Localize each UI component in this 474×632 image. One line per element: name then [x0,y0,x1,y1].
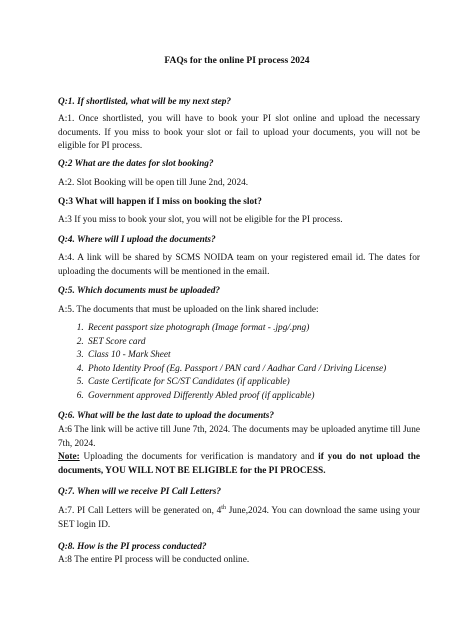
list-item: 2. SET Score card [86,336,448,350]
question-1: Q:1. If shortlisted, what will be my next step? [58,97,232,107]
answer-7-superscript: th [221,504,226,511]
list-item: 3. Class 10 - Mark Sheet [86,349,448,363]
answer-5: A:5. The documents that must be uploaded on the link shared include: [58,305,319,315]
note-text: Uploading the documents for verification is mandatory and [79,452,319,462]
answer-8: A:8 The entire PI process will be conducted online. [58,555,250,565]
list-item: 5. Caste Certificate for SC/ST Candidates (if applicable) [86,376,448,390]
question-4: Q:4. Where will I upload the documents? [58,235,216,245]
question-5: Q:5. Which documents must be uploaded? [58,286,221,296]
page-title: FAQs for the online PI process 2024 [164,56,310,66]
question-8: Q:8. How is the PI process conducted? [58,542,207,552]
answer-7-text-end: June,2024. You can download the same using your SET login ID. [58,506,421,530]
answer-2: A:2. Slot Booking will be open till June 2nd, 2024. [58,178,249,188]
note-bold-text: if you do not upload the documents, YOU WILL NOT BE ELIGIBLE for the PI PROCESS. [58,452,420,476]
answer-4: A:4. A link will be shared by SCMS NOIDA team on your registered email id. The dates for uploading the documents will be mentioned in the email. [58,253,420,277]
question-6: Q:6. What will be the last date to upload the documents? [58,411,274,421]
note-paragraph [58,451,420,478]
list-item: 4. Photo Identity Proof (Eg. Passport / PAN card / Aadhar Card / Driving License) [86,363,448,377]
answer-3: A:3 If you miss to book your slot, you will not be eligible for the PI process. [58,215,343,225]
question-2: Q:2 What are the dates for slot booking? [58,159,214,169]
list-item: 6. Government approved Differently Abled proof (if applicable) [86,390,448,404]
answer-7-text-start: A:7. PI Call Letters will be generated on, 4 [58,506,222,516]
list-item: 1. Recent passport size photograph (Image format - .jpg/.png) [86,322,448,336]
question-3: Q:3 What will happen if I miss on booking the slot? [58,197,262,207]
note-label: Note: [58,452,80,462]
answer-6: A:6 The link will be active till June 7th, 2024. The documents may be uploaded anytime till June 7th, 2024. [58,425,420,449]
answer-1: A:1. Once shortlisted, you will have to book your PI slot online and upload the necessary documents. If you miss to book your slot or fail to upload your documents, you will not be eligible for PI process. [58,114,420,151]
answer-7 [58,505,420,532]
question-7: Q:7. When will we receive PI Call Letters? [58,487,222,497]
documents-list [58,322,448,404]
